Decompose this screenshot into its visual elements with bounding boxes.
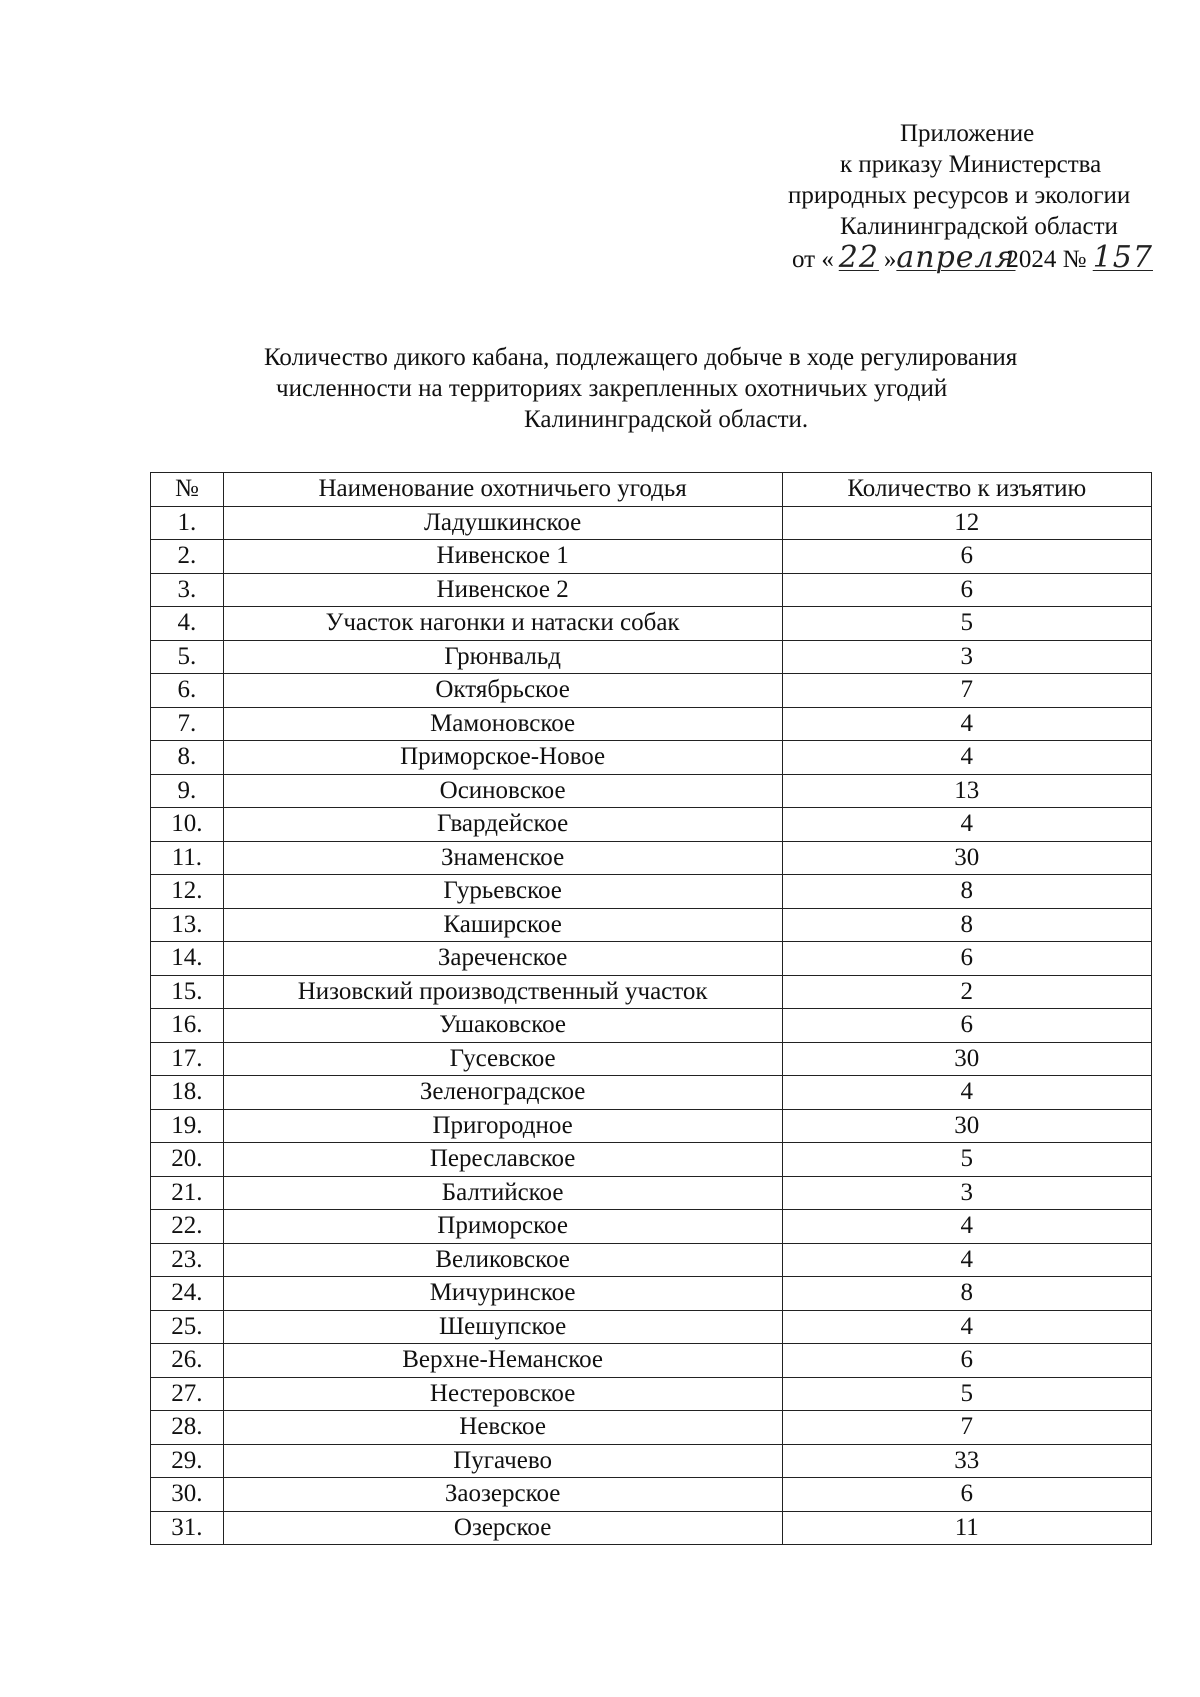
quota-quantity: 3 <box>782 640 1152 674</box>
table-row <box>151 506 1152 540</box>
table-row <box>151 573 1152 607</box>
hunting-ground-name: Гвардейское <box>223 808 782 842</box>
row-number: 8. <box>151 741 224 775</box>
row-number: 29. <box>151 1444 224 1478</box>
hunting-ground-name: Октябрьское <box>223 674 782 708</box>
date-prefix: от « <box>792 246 834 273</box>
hunting-ground-name: Гурьевское <box>223 875 782 909</box>
hunting-ground-name: Зеленоградское <box>223 1076 782 1110</box>
appendix-line-1: Приложение <box>900 120 1035 147</box>
row-number: 16. <box>151 1009 224 1043</box>
quota-quantity: 4 <box>782 741 1152 775</box>
hunting-ground-name: Заозерское <box>223 1478 782 1512</box>
row-number: 11. <box>151 841 224 875</box>
quota-quantity: 4 <box>782 1243 1152 1277</box>
table-row <box>151 1411 1152 1445</box>
table-row <box>151 1042 1152 1076</box>
quota-quantity: 7 <box>782 1411 1152 1445</box>
date-year: 2024 <box>1006 246 1057 273</box>
row-number: 27. <box>151 1377 224 1411</box>
table-header-row <box>151 473 1152 507</box>
quota-quantity: 5 <box>782 1377 1152 1411</box>
row-number: 20. <box>151 1143 224 1177</box>
title-line-2: численности на территориях закрепленных охотничьих угодий <box>276 375 948 402</box>
quota-quantity: 3 <box>782 1176 1152 1210</box>
hunting-ground-name: Участок нагонки и натаски собак <box>223 607 782 641</box>
table-row <box>151 1076 1152 1110</box>
row-number: 17. <box>151 1042 224 1076</box>
quota-quantity: 2 <box>782 975 1152 1009</box>
quota-quantity: 11 <box>782 1511 1152 1545</box>
table-row <box>151 975 1152 1009</box>
hunting-ground-name: Приморское-Новое <box>223 741 782 775</box>
table-row <box>151 1444 1152 1478</box>
quota-quantity: 4 <box>782 1076 1152 1110</box>
header-quantity: Количество к изъятию <box>782 473 1152 507</box>
table-row <box>151 1210 1152 1244</box>
hunting-ground-name: Мичуринское <box>223 1277 782 1311</box>
quota-quantity: 12 <box>782 506 1152 540</box>
hunting-ground-name: Знаменское <box>223 841 782 875</box>
quota-quantity: 6 <box>782 1009 1152 1043</box>
quota-quantity: 8 <box>782 908 1152 942</box>
row-number: 1. <box>151 506 224 540</box>
title-line-3: Калининградской области. <box>524 406 809 433</box>
date-month-handwritten: апреля <box>896 240 1016 275</box>
table-row <box>151 841 1152 875</box>
row-number: 10. <box>151 808 224 842</box>
hunting-ground-name: Грюнвальд <box>223 640 782 674</box>
quota-quantity: 4 <box>782 1310 1152 1344</box>
quota-quantity: 6 <box>782 573 1152 607</box>
table-row <box>151 741 1152 775</box>
quota-quantity: 5 <box>782 1143 1152 1177</box>
quota-quantity: 6 <box>782 942 1152 976</box>
quota-quantity: 4 <box>782 1210 1152 1244</box>
table-row <box>151 1109 1152 1143</box>
row-number: 23. <box>151 1243 224 1277</box>
table-row <box>151 640 1152 674</box>
row-number: 2. <box>151 540 224 574</box>
date-mid: » <box>883 246 897 273</box>
row-number: 5. <box>151 640 224 674</box>
row-number: 24. <box>151 1277 224 1311</box>
hunting-ground-name: Верхне-Неманское <box>223 1344 782 1378</box>
row-number: 3. <box>151 573 224 607</box>
row-number: 9. <box>151 774 224 808</box>
table-row <box>151 1511 1152 1545</box>
row-number: 21. <box>151 1176 224 1210</box>
quota-quantity: 4 <box>782 808 1152 842</box>
quota-table <box>150 472 1152 1545</box>
table-row <box>151 1478 1152 1512</box>
quota-quantity: 8 <box>782 875 1152 909</box>
header-hunting-ground: Наименование охотничьего угодья <box>223 473 782 507</box>
table-row <box>151 942 1152 976</box>
row-number: 7. <box>151 707 224 741</box>
table-body <box>151 506 1152 1545</box>
quota-quantity: 6 <box>782 1344 1152 1378</box>
table-row <box>151 774 1152 808</box>
row-number: 15. <box>151 975 224 1009</box>
hunting-ground-name: Приморское <box>223 1210 782 1244</box>
hunting-ground-name: Невское <box>223 1411 782 1445</box>
hunting-ground-name: Осиновское <box>223 774 782 808</box>
row-number: 18. <box>151 1076 224 1110</box>
quota-quantity: 5 <box>782 607 1152 641</box>
hunting-ground-name: Нестеровское <box>223 1377 782 1411</box>
hunting-ground-name: Пугачево <box>223 1444 782 1478</box>
hunting-ground-name: Мамоновское <box>223 707 782 741</box>
row-number: 4. <box>151 607 224 641</box>
quota-quantity: 30 <box>782 841 1152 875</box>
hunting-ground-name: Гусевское <box>223 1042 782 1076</box>
table-row <box>151 707 1152 741</box>
quota-quantity: 13 <box>782 774 1152 808</box>
doc-number-handwritten: 157 <box>1092 240 1153 275</box>
hunting-ground-name: Шешупское <box>223 1310 782 1344</box>
table-row <box>151 908 1152 942</box>
title-line-1: Количество дикого кабана, подлежащего добыче в ходе регулирования <box>264 344 1018 371</box>
quota-quantity: 4 <box>782 707 1152 741</box>
row-number: 19. <box>151 1109 224 1143</box>
row-number: 14. <box>151 942 224 976</box>
appendix-line-3: природных ресурсов и экологии <box>788 182 1131 209</box>
hunting-ground-name: Низовский производственный участок <box>223 975 782 1009</box>
row-number: 28. <box>151 1411 224 1445</box>
quota-quantity: 8 <box>782 1277 1152 1311</box>
table-row <box>151 674 1152 708</box>
table-row <box>151 1243 1152 1277</box>
date-day-handwritten: 22 <box>838 240 879 275</box>
header-number: № <box>151 473 224 507</box>
hunting-ground-name: Переславское <box>223 1143 782 1177</box>
table-row <box>151 1009 1152 1043</box>
table-row <box>151 540 1152 574</box>
row-number: 13. <box>151 908 224 942</box>
table-row <box>151 1344 1152 1378</box>
row-number: 25. <box>151 1310 224 1344</box>
quota-quantity: 30 <box>782 1042 1152 1076</box>
row-number: 30. <box>151 1478 224 1512</box>
row-number: 12. <box>151 875 224 909</box>
hunting-ground-name: Нивенское 2 <box>223 573 782 607</box>
appendix-line-2: к приказу Министерства <box>840 151 1102 178</box>
quota-quantity: 6 <box>782 540 1152 574</box>
appendix-line-4: Калининградской области <box>840 213 1118 240</box>
hunting-ground-name: Каширское <box>223 908 782 942</box>
appendix-header <box>760 118 1160 275</box>
hunting-ground-name: Озерское <box>223 1511 782 1545</box>
row-number: 31. <box>151 1511 224 1545</box>
table-row <box>151 1310 1152 1344</box>
appendix-date-line <box>760 242 1160 275</box>
table-row <box>151 607 1152 641</box>
table-row <box>151 1143 1152 1177</box>
row-number: 6. <box>151 674 224 708</box>
table-row <box>151 875 1152 909</box>
document-title <box>240 342 1140 435</box>
quota-quantity: 30 <box>782 1109 1152 1143</box>
hunting-ground-name: Зареченское <box>223 942 782 976</box>
hunting-ground-name: Ушаковское <box>223 1009 782 1043</box>
row-number: 26. <box>151 1344 224 1378</box>
hunting-ground-name: Балтийское <box>223 1176 782 1210</box>
hunting-ground-name: Ладушкинское <box>223 506 782 540</box>
quota-quantity: 7 <box>782 674 1152 708</box>
quota-quantity: 33 <box>782 1444 1152 1478</box>
table-row <box>151 808 1152 842</box>
hunting-ground-name: Великовское <box>223 1243 782 1277</box>
quota-quantity: 6 <box>782 1478 1152 1512</box>
number-sign: № <box>1062 246 1087 273</box>
table-row <box>151 1277 1152 1311</box>
row-number: 22. <box>151 1210 224 1244</box>
hunting-ground-name: Пригородное <box>223 1109 782 1143</box>
table-row <box>151 1176 1152 1210</box>
table-row <box>151 1377 1152 1411</box>
hunting-ground-name: Нивенское 1 <box>223 540 782 574</box>
